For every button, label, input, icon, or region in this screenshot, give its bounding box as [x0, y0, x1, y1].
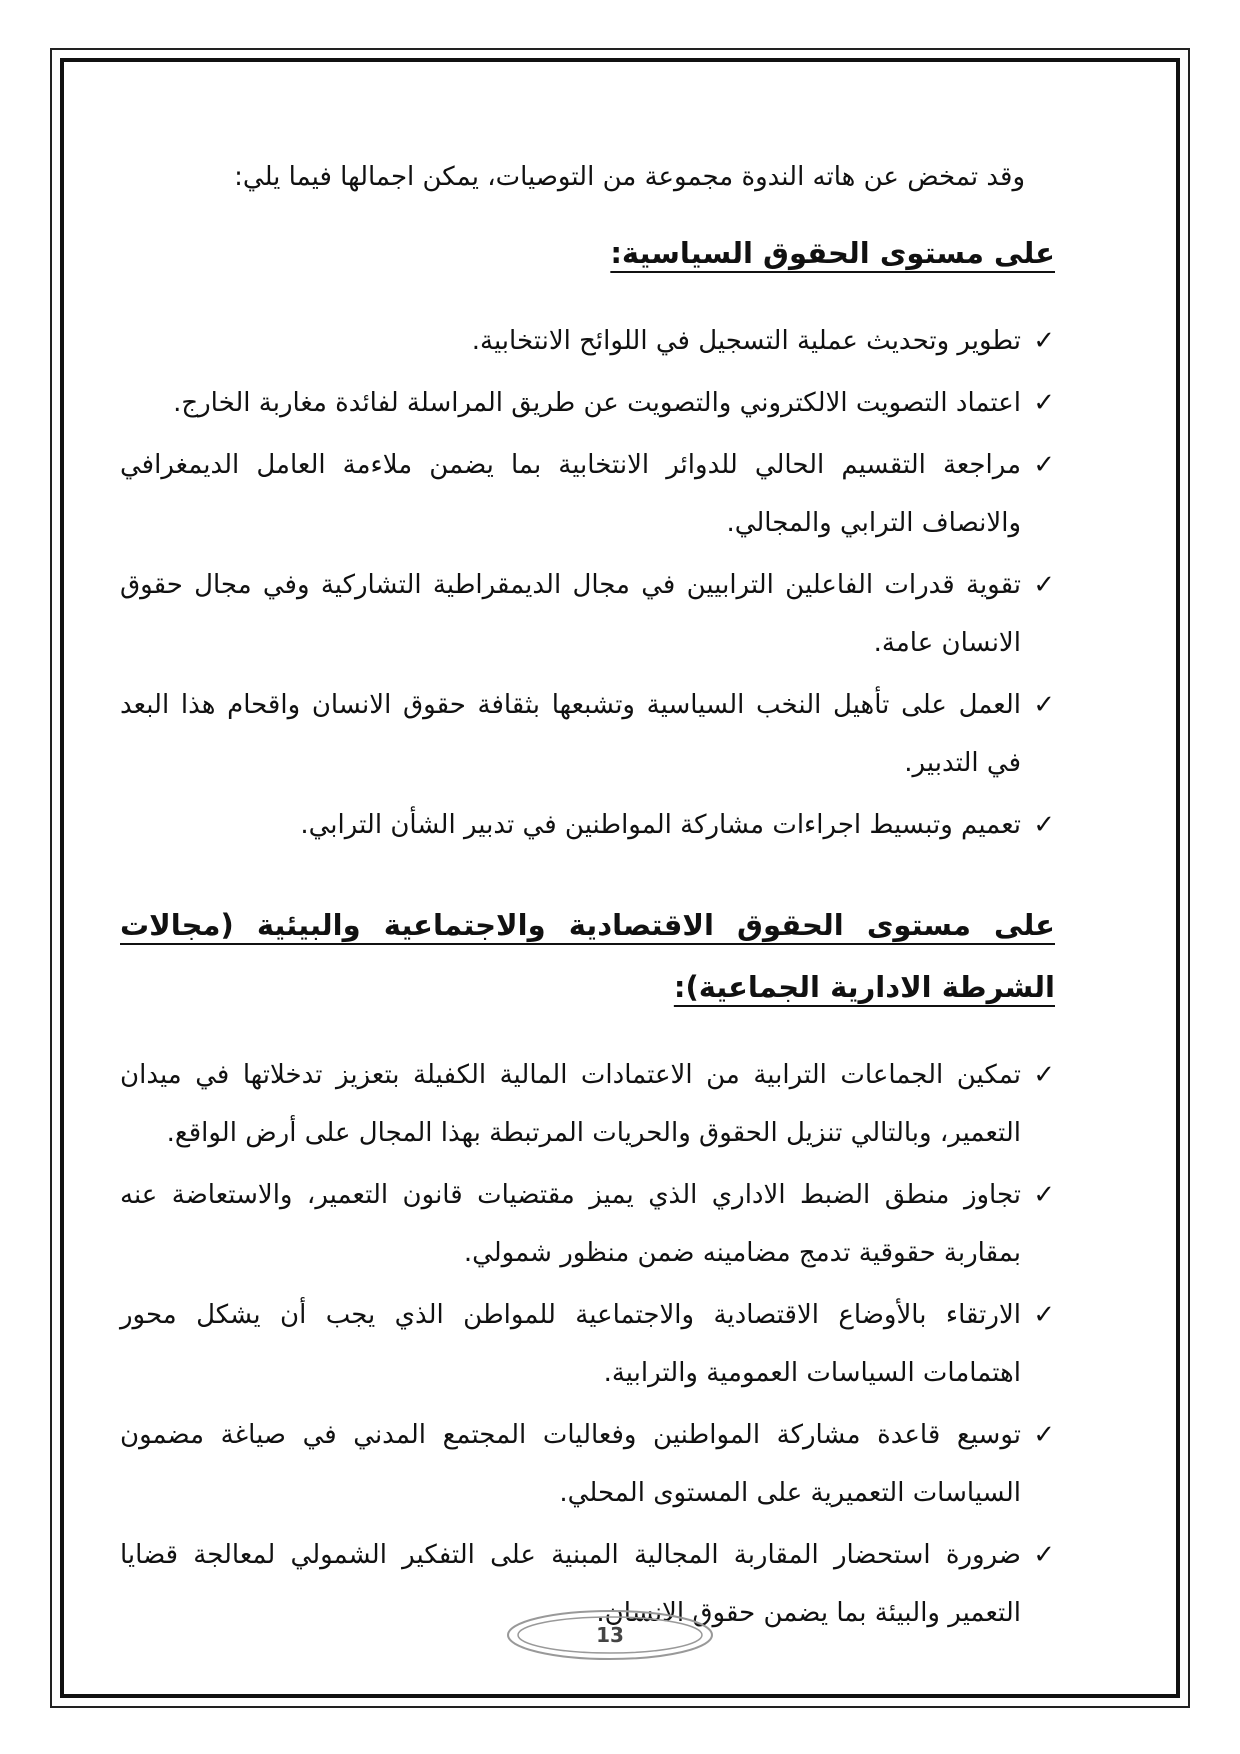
- checkmark-icon: ✓: [1033, 570, 1055, 600]
- checkmark-icon: ✓: [1033, 1420, 1055, 1450]
- list-item: ✓ ضرورة استحضار المقاربة المجالية المبنية على التفكير الشمولي لمعالجة قضايا التعمير والبيئة بما يضمن حقوق الانسان.: [120, 1526, 1055, 1642]
- list-item: ✓ تعميم وتبسيط اجراءات مشاركة المواطنين في تدبير الشأن الترابي.: [120, 796, 1055, 854]
- recommendations-list-economic: [120, 1046, 1055, 1642]
- checkmark-icon: ✓: [1033, 450, 1055, 480]
- list-item: ✓ تطوير وتحديث عملية التسجيل في اللوائح الانتخابية.: [120, 312, 1055, 370]
- list-item: ✓ تمكين الجماعات الترابية من الاعتمادات المالية الكفيلة بتعزيز تدخلاتها في ميدان التعمير، وبالتالي تنزيل الحقوق والحريات المرتبطة بهذا المجال على أرض الواقع.: [120, 1046, 1055, 1162]
- page-number-badge: [505, 1609, 715, 1661]
- checkmark-icon: ✓: [1033, 388, 1055, 418]
- document-body: [120, 148, 1055, 1646]
- checkmark-icon: ✓: [1033, 1300, 1055, 1330]
- list-item: ✓ العمل على تأهيل النخب السياسية وتشبعها بثقافة حقوق الانسان واقحام هذا البعد في التدبير.: [120, 676, 1055, 792]
- list-item: ✓ اعتماد التصويت الالكتروني والتصويت عن طريق المراسلة لفائدة مغاربة الخارج.: [120, 374, 1055, 432]
- list-item: ✓ مراجعة التقسيم الحالي للدوائر الانتخابية بما يضمن ملاءمة العامل الديمغرافي والانصاف الترابي والمجالي.: [120, 436, 1055, 552]
- checkmark-icon: ✓: [1033, 1540, 1055, 1570]
- list-item: ✓ الارتقاء بالأوضاع الاقتصادية والاجتماعية للمواطن الذي يجب أن يشكل محور اهتمامات السياسات العمومية والترابية.: [120, 1286, 1055, 1402]
- section-spacer: [120, 858, 1055, 884]
- section-heading-political-rights: على مستوى الحقوق السياسية:: [610, 236, 1055, 270]
- page-number: 13: [596, 1623, 624, 1647]
- list-item: ✓ تقوية قدرات الفاعلين الترابيين في مجال الديمقراطية التشاركية وفي مجال حقوق الانسان عامة.: [120, 556, 1055, 672]
- intro-paragraph: وقد تمخض عن هاته الندوة مجموعة من التوصيات، يمكن اجمالها فيما يلي:: [234, 162, 1025, 192]
- list-item: ✓ تجاوز منطق الضبط الاداري الذي يميز مقتضيات قانون التعمير، والاستعاضة عنه بمقاربة حقوقية تدمج مضامينه ضمن منظور شمولي.: [120, 1166, 1055, 1282]
- checkmark-icon: ✓: [1033, 810, 1055, 840]
- recommendations-list-political: [120, 312, 1055, 854]
- checkmark-icon: ✓: [1033, 1060, 1055, 1090]
- checkmark-icon: ✓: [1033, 326, 1055, 356]
- checkmark-icon: ✓: [1033, 690, 1055, 720]
- checkmark-icon: ✓: [1033, 1180, 1055, 1210]
- list-item: ✓ توسيع قاعدة مشاركة المواطنين وفعاليات المجتمع المدني في صياغة مضمون السياسات التعميرية على المستوى المحلي.: [120, 1406, 1055, 1522]
- section-heading-economic-social-rights: على مستوى الحقوق الاقتصادية والاجتماعية والبيئية (مجالات الشرطة الادارية الجماعية):: [120, 908, 1055, 1004]
